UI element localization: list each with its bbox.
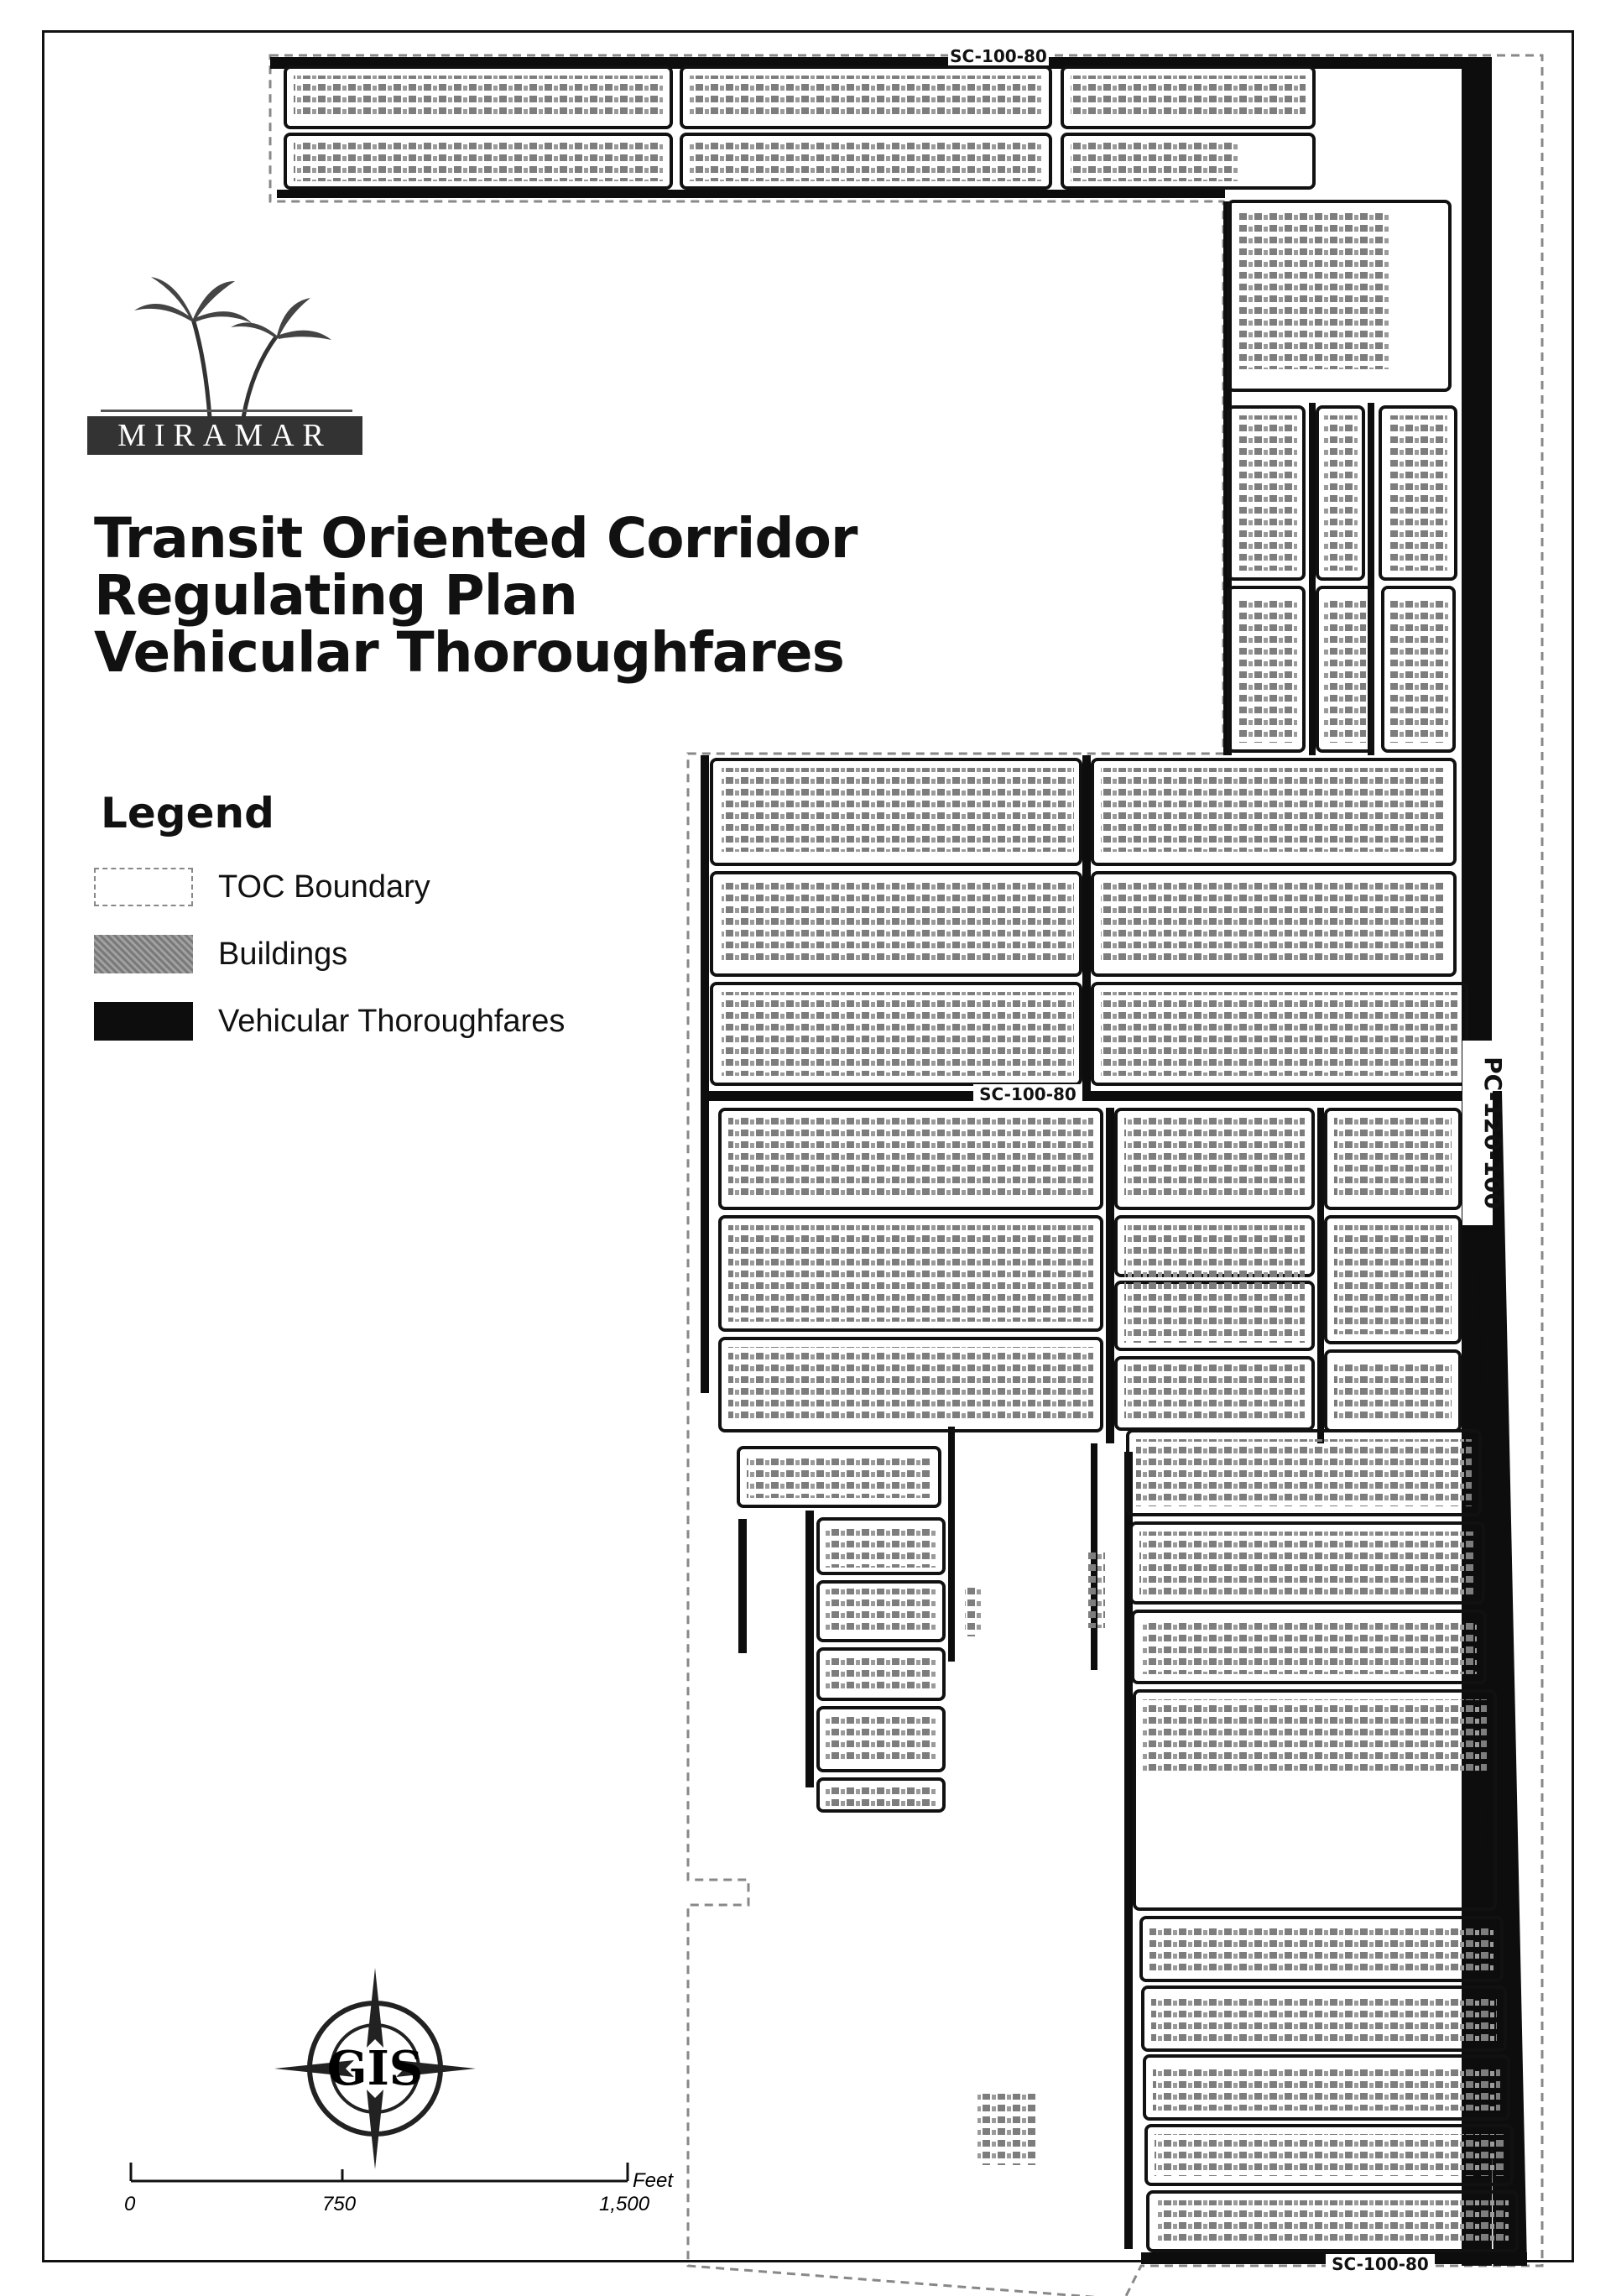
legend-item-vehicular-thoroughfares bbox=[94, 997, 565, 1046]
legend bbox=[94, 789, 565, 1064]
building bbox=[1238, 415, 1297, 571]
road-inner-7 bbox=[1317, 1108, 1324, 1443]
building bbox=[1101, 881, 1445, 965]
building bbox=[825, 1714, 937, 1764]
building bbox=[1139, 1532, 1475, 1594]
legend-label: Buildings bbox=[218, 936, 348, 972]
building bbox=[1389, 596, 1448, 743]
road-label-south: SC-100-80 bbox=[1332, 2254, 1429, 2274]
building bbox=[1153, 2064, 1500, 2111]
toc-boundary-swatch bbox=[94, 868, 193, 906]
building bbox=[728, 1225, 1093, 1322]
building bbox=[1149, 1926, 1493, 1972]
building bbox=[1334, 1359, 1452, 1422]
legend-item-toc-boundary bbox=[94, 863, 565, 911]
building bbox=[1151, 1996, 1497, 2042]
building bbox=[965, 1586, 982, 1636]
building bbox=[747, 1456, 931, 1498]
building bbox=[1124, 1225, 1305, 1343]
building bbox=[1136, 1439, 1472, 1506]
building bbox=[1155, 2134, 1504, 2176]
gis-logo-text: GIS bbox=[326, 2041, 424, 2096]
legend-label: Vehicular Thoroughfares bbox=[218, 1003, 566, 1039]
palm-trees-icon bbox=[84, 269, 369, 420]
building bbox=[1143, 1699, 1487, 1775]
building bbox=[1071, 76, 1306, 119]
building bbox=[722, 768, 1074, 852]
gis-logo bbox=[270, 1964, 480, 2173]
building bbox=[825, 1655, 937, 1693]
building bbox=[690, 141, 1042, 181]
building bbox=[825, 1526, 937, 1568]
road-west-spine bbox=[701, 755, 709, 1393]
legend-item-buildings bbox=[94, 930, 565, 978]
building bbox=[1389, 415, 1447, 571]
building bbox=[1124, 1364, 1305, 1422]
building bbox=[1124, 1118, 1305, 1200]
title-line-1: Transit Oriented Corridor bbox=[94, 506, 858, 571]
road-inner-10 bbox=[948, 1427, 955, 1662]
road-middle bbox=[701, 1091, 1481, 1101]
scale-line bbox=[124, 2152, 661, 2186]
road-inner-4 bbox=[1309, 403, 1316, 755]
road-label-north: SC-100-80 bbox=[950, 46, 1047, 66]
road-inner-8 bbox=[738, 1519, 747, 1653]
scale-tick-750: 750 bbox=[322, 2193, 357, 2215]
scale-tick-0: 0 bbox=[124, 2193, 136, 2215]
building bbox=[1101, 768, 1445, 852]
city-logo bbox=[84, 269, 369, 470]
city-logo-text: MIRAMAR bbox=[87, 416, 362, 455]
map-title bbox=[94, 506, 858, 685]
building bbox=[1141, 1620, 1477, 1674]
building bbox=[1324, 415, 1358, 571]
building bbox=[825, 1589, 937, 1635]
scale-unit: Feet bbox=[633, 2169, 674, 2192]
building bbox=[1087, 1552, 1105, 1628]
building bbox=[977, 2094, 1036, 2165]
building bbox=[294, 76, 663, 119]
building bbox=[722, 881, 1074, 965]
road-label-east: PC-120-100 bbox=[1479, 1057, 1507, 1209]
building bbox=[728, 1347, 1093, 1422]
building bbox=[825, 1783, 937, 1807]
scale-tick-1500: 1,500 bbox=[599, 2193, 650, 2215]
building bbox=[1101, 992, 1457, 1076]
road-inner-9 bbox=[805, 1511, 814, 1787]
road-label-middle: SC-100-80 bbox=[979, 1084, 1076, 1104]
legend-label: TOC Boundary bbox=[218, 869, 430, 905]
building bbox=[1156, 2200, 1509, 2242]
title-line-3: Vehicular Thoroughfares bbox=[94, 620, 844, 685]
building bbox=[728, 1118, 1093, 1200]
scale-bar bbox=[124, 2152, 674, 2228]
building bbox=[294, 141, 663, 181]
building bbox=[1071, 141, 1238, 181]
building bbox=[1238, 210, 1389, 369]
legend-heading: Legend bbox=[101, 789, 274, 838]
building bbox=[690, 76, 1042, 119]
roads-swatch bbox=[94, 1002, 193, 1041]
road-north-lower bbox=[277, 190, 1225, 198]
title-line-2: Regulating Plan bbox=[94, 563, 577, 628]
road-inner-2 bbox=[1106, 1108, 1114, 1443]
building bbox=[722, 992, 1074, 1076]
building bbox=[1334, 1225, 1452, 1334]
building bbox=[1324, 596, 1366, 743]
building bbox=[1334, 1118, 1452, 1200]
buildings-swatch bbox=[94, 935, 193, 973]
building bbox=[1238, 596, 1297, 743]
road-inner-1 bbox=[1082, 755, 1091, 1091]
